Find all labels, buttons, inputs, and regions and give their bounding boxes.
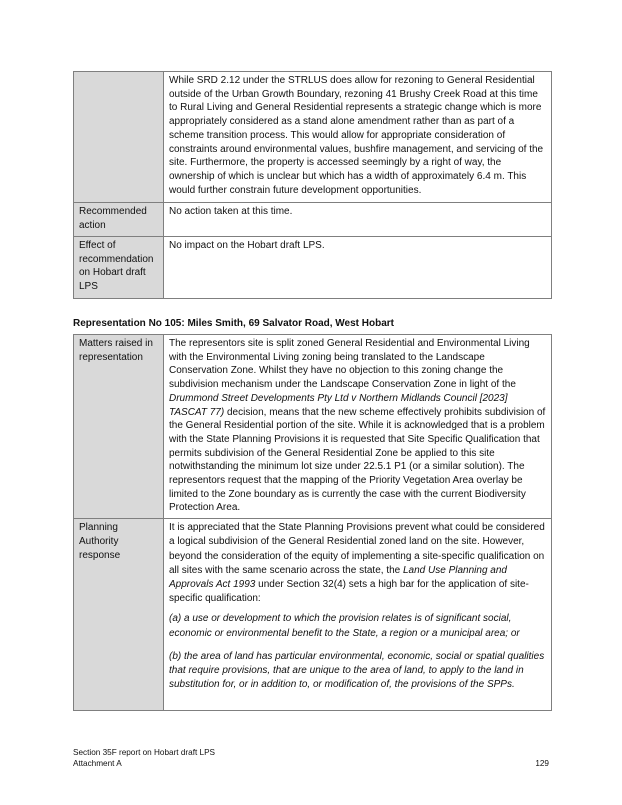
act-citation: Land Use Planning and Approvals Act 1993 [169,564,507,590]
page-footer [73,747,215,769]
table-row [74,237,552,299]
intro-text-cell [164,72,552,203]
table-row [74,72,552,203]
response-label: Planning Authority response [74,519,164,711]
effect-label: Effect of recommendation on Hobart draft LPS [74,237,164,299]
table-row [74,203,552,237]
clause-b: (b) the area of land has particular environmental, economic, social or spatial qualities that require provisions, that are unique to the area of land, to apply to the land in substitution for, or in addition to, or modification of, the provisions of the SPPs. [169,650,545,691]
case-citation: Drummond Street Developments Pty Ltd v Northern Midlands Council [2023] TASCAT 77) [169,392,508,418]
footer-line-2: Attachment A [73,759,122,768]
response-text-cell [164,519,552,711]
recommended-action-value: No action taken at this time. [164,203,552,237]
effect-value: No impact on the Hobart draft LPS. [164,237,552,299]
table-row [74,335,552,519]
matters-text-2: decision, means that the new scheme effectively prohibits subdivision of the General Residential portion of the site. While it is acknowledged that is a problem with the State Planning Provisions it is requested that Site Specific Qualification that permits subdivision of the General Residential Zone be applied to this site notwithstanding the minimum lot size under 22.5.1 P1 (or a similar solution). The representors request that the mapping of the Priority Vegetation Area overlay be limited to the Zone boundary as is currently the case with the current Biodiversity Protection Area. [169,406,546,514]
representation-table [73,334,552,711]
matters-label: Matters raised in representation [74,335,164,519]
clause-a: (a) a use or development to which the provision relates is of significant social, economic or environmental benefit to the State, a region or a municipal area; or [169,613,520,639]
response-paragraph [169,521,546,606]
page-number: 129 [535,759,549,768]
response-text-1: It is appreciated that the State Planning Provisions prevent what could be considered a logical subdivision of the General Residential zoned land on the site. However, beyond the consideration of the equity of implementing a site-specific qualification on all sites with the same scenario across the state, the [169,522,545,576]
continuation-table [73,71,552,299]
matters-text-1: The representors site is split zoned General Residential and Environmental Living with the Environmental Living zoning being translated to the Landscape Conservation Zone. Whilst they have no objection to this zoning change the subdivision mechanism under the Landscape Conservation Zone in light of the [169,338,530,391]
intro-text: While SRD 2.12 under the STRLUS does allow for rezoning to General Residential outside of the Urban Growth Boundary, rezoning 41 Brushy Creek Road at this time to Rural Living and General Residential represents a strategic change which is more appropriately considered as a stand alone amendment rather than as part of a scheme transition process. This would allow for appropriate consideration of constraints around environmental values, bushfire management, and servicing of the site. Furthermore, the property is accessed seemingly by a right of way, the ownership of which is unclear but which has a width of approximately 6.4 m. This would further constrain future development opportunities. [169,75,544,196]
table-row [74,519,552,711]
footer-line-1: Section 35F report on Hobart draft LPS [73,748,215,757]
response-text-2: under Section 32(4) sets a high bar for the application of site-specific qualification: [169,578,529,605]
recommended-action-label: Recommended action [74,203,164,237]
empty-label-cell [74,72,164,203]
matters-text-cell [164,335,552,519]
section-heading: Representation No 105: Miles Smith, 69 Salvator Road, West Hobart [73,318,395,329]
